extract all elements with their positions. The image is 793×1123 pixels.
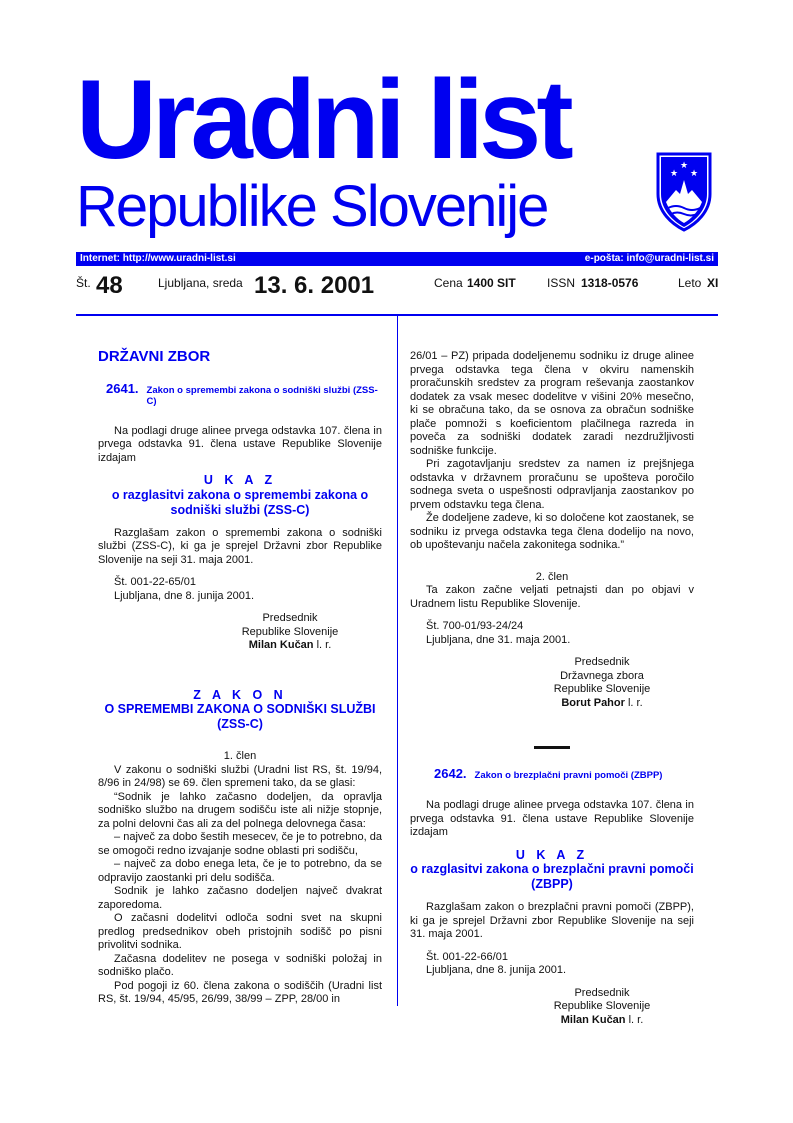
reference-number: Št. 001-22-66/01 [426, 950, 508, 963]
signature-title: Predsednik [262, 612, 318, 624]
price-value: 1400 SIT [467, 276, 516, 290]
article-text: O začasni dodelitvi odloča sodni svet na skupni predlog predsednikov obeh pristojnih sodišč po pisni privolitvi sodnika. [98, 912, 382, 951]
svg-text:★: ★ [689, 169, 699, 179]
ukaz-heading: U K A Z [203, 473, 277, 487]
signature-name: Milan Kučan [560, 1013, 626, 1026]
promulgation-text: Razglašam zakon o brezplačni pravni pomoči (ZBPP), ki ga je sprejel Državni zbor Republike Slovenije na seji 31. maja 2001. [410, 901, 694, 940]
issn-value: 1318-0576 [581, 276, 639, 290]
reference-date: Ljubljana, dne 8. junija 2001. [114, 589, 255, 602]
left-column [98, 350, 382, 1007]
signature-office: Republike Slovenije [553, 683, 651, 695]
signature-suffix: l. r. [313, 639, 332, 651]
reference-number: Št. 700-01/93-24/24 [426, 620, 524, 632]
section-heading: DRŽAVNI ZBOR [98, 348, 211, 365]
ukaz-title: o razglasitvi zakona o brezplačni pravni pomoči (ZBPP) [410, 862, 694, 891]
article-text: “Sodnik je lahko začasno dodeljen, da opravlja sodniško službo na drugem sodišču iste ali nižje stopnje, za polni delovni čas ali za del polnega delovnega časa: [98, 790, 382, 830]
issue-number: 48 [96, 272, 123, 299]
signature-office: Državnega zbora [560, 669, 644, 682]
zakon-heading: Z A K O N [193, 687, 287, 702]
slovenian-coat-of-arms-icon [652, 150, 716, 232]
issn-label: ISSN [547, 276, 576, 290]
act-title: Zakon o brezplačni pravni pomoči (ZBPP) [474, 770, 663, 781]
preamble: Na podlagi druge alinee prvega odstavka 107. člena in prvega odstavka 91. člena ustave Republike Slovenije izdajam [98, 424, 382, 464]
zakon-title: O SPREMEMBI ZAKONA O SODNIŠKI SLUŽBI (ZSS-C) [104, 702, 376, 731]
act-title: Zakon o spremembi zakona o sodniški službi (ZSS-C) [146, 384, 378, 407]
preamble: Na podlagi druge alinee prvega odstavka 107. člena in prvega odstavka 91. člena ustave Republike Slovenije izdajam [410, 799, 694, 838]
ukaz-title: o razglasitvi zakona o spremembi zakona o sodniški službi (ZSS-C) [111, 487, 369, 517]
act-number: 2641. [106, 380, 139, 396]
article-text: Ta zakon začne veljati petnajsti dan po objavi v Uradnem listu Republike Slovenije. [410, 584, 694, 610]
ukaz-heading: U K A Z [515, 847, 589, 862]
article-text: Sodnik je lahko začasno dodeljen največ dvakrat zaporedoma. [98, 885, 382, 911]
article-text: 26/01 – PZ) pripada dodeljenemu sodniku iz druge alinee prvega odstavka tega člena v okviru namenskih proračunskih sredstev za program reševanja zaostankov dodatek za vsak mesec dodelitve v višini 20% mesečno, ki se obračuna tako, da se osnova za obračun sodniške plače pomnoži s koeficientom plačilnega razreda in poveča za sodniški dodatek zaradi nezdružljivosti sodniške funkcije. [410, 350, 694, 457]
year-label: Leto [678, 276, 702, 290]
issue-info-row [76, 272, 718, 304]
promulgation-text: Razglašam zakon o spremembi zakona o sodniški službi (ZSS-C), ki ga je sprejel Državni zbor Republike Slovenije na seji 31. maja 2001. [98, 526, 382, 566]
article-text: Začasna dodelitev ne posega v sodniški položaj in sodniško plačo. [98, 952, 382, 978]
internet-link[interactable]: Internet: http://www.uradni-list.si [80, 253, 236, 264]
article-text: Že dodeljene zadeve, ki so določene kot zaostanek, se sodniku iz prvega odstavka tega člena dodelijo na novo, ob upoštevanju načela zakonitega sodnika.” [410, 512, 694, 551]
act-heading [98, 382, 382, 407]
signature-office: Republike Slovenije [241, 625, 339, 638]
issue-number-label: Št. [76, 276, 91, 290]
signature-title: Predsednik [574, 986, 630, 999]
article-1-heading: 1. člen [223, 750, 257, 762]
reference-date: Ljubljana, dne 8. junija 2001. [426, 964, 567, 976]
signature-office: Republike Slovenije [553, 1000, 651, 1012]
article-text: – največ za dobo enega leta, če je to potrebno, da se odpravijo zaostanki pri delu sodišča. [98, 858, 382, 884]
article-2-heading: 2. člen [535, 570, 569, 583]
signature-title: Predsednik [574, 656, 630, 668]
svg-text:★: ★ [679, 161, 689, 171]
year-value: XI [707, 276, 719, 290]
article-text: – največ za dobo šestih mesecev, če je to potrebno, da se omogoči redno izvajanje sodne oblasti pri sodišču, [98, 831, 382, 857]
signature-suffix: l. r. [625, 1013, 644, 1026]
column-rule [397, 316, 398, 1006]
article-text: Pod pogoji iz 60. člena zakona o sodiščih (Uradni list RS, št. 19/94, 45/95, 26/99, 38/99 – ZPP, 28/00 in [98, 979, 382, 1005]
right-column [410, 350, 694, 1027]
svg-text:★: ★ [669, 169, 679, 179]
signature-name: Milan Kučan [248, 639, 314, 651]
issue-date: 13. 6. 2001 [254, 272, 375, 299]
signature-line [410, 1014, 694, 1028]
article-text: Pri zagotavljanju sredstev za namen iz prejšnjega odstavka v državnem proračunu se upošteva poročilo sodnega sveta o uspešnosti odpravljanja zaostankov po prvem odstavku tega člena. [410, 458, 694, 511]
masthead-title: Uradni list [76, 57, 569, 182]
signature-name: Borut Pahor [561, 696, 625, 709]
price-label: Cena [434, 276, 463, 290]
signature-line [98, 639, 382, 653]
masthead-subtitle: Republike Slovenije [76, 174, 548, 239]
signature-suffix: l. r. [624, 696, 643, 709]
reference-number: Št. 001-22-65/01 [114, 576, 196, 588]
signature-line [410, 697, 694, 711]
act-number: 2642. [434, 766, 467, 781]
issue-place-day: Ljubljana, sreda [158, 276, 243, 290]
contact-bar [76, 252, 718, 266]
article-text: V zakonu o sodniški službi (Uradni list RS, št. 19/94, 8/96 in 24/98) se 69. člen spremeni tako, da se glasi: [98, 763, 382, 789]
act-heading [410, 767, 694, 781]
reference-date: Ljubljana, dne 31. maja 2001. [426, 633, 571, 646]
email-link[interactable]: e-pošta: info@uradni-list.si [584, 253, 714, 264]
